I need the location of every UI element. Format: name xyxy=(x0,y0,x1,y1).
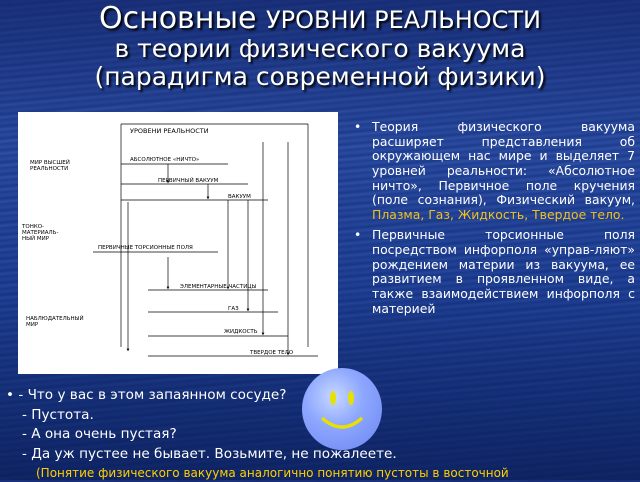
dialog-line-3: - А она очень пустая? xyxy=(22,426,177,443)
diagram-level-1: АБСОЛЮТНОЕ «НИЧТО» xyxy=(130,157,200,163)
bullet-item-1 xyxy=(352,120,635,222)
dialog-line-2: - Пустота. xyxy=(22,406,94,423)
title-line-3: (парадигма современной физики) xyxy=(94,61,546,91)
diagram-level-5: ЭЛЕМЕНТАРНЫЕ ЧАСТИЦЫ xyxy=(180,284,257,290)
diagram-lines xyxy=(18,112,338,374)
dialog-line-1: • - Что у вас в этом запаянном сосуде? xyxy=(6,387,287,403)
diagram-level-7: ЖИДКОСТЬ xyxy=(224,329,258,335)
diagram-header: УРОВЕНИ РЕАЛЬНОСТИ xyxy=(130,127,209,135)
diagram-left-label-3: НАБЛЮДАТЕЛЬНЫЙ МИР xyxy=(26,316,84,329)
title-line-2: в теории физического вакуума xyxy=(114,34,526,63)
diagram-level-2: ПЕРВИЧНЫЙ ВАКУУМ xyxy=(158,178,219,184)
title-word-levels: УРОВНИ РЕАЛЬНОСТИ xyxy=(266,6,542,34)
bullet-1-text: Теория физического вакуума расширяет представления об окружающем нас мире и выделяет 7 уровней реальности: «Абсолютное ничто», Первичное поле кручения (поле сознания), Физический вакуум, xyxy=(372,119,635,208)
dialog-note: (Понятие физического вакуума аналогично понятию пустоты в восточной xyxy=(36,465,509,480)
diagram-left-label-1: МИР ВЫСШЕЙ РЕАЛЬНОСТИ xyxy=(30,160,70,173)
reality-levels-diagram xyxy=(18,112,338,374)
bullet-1-highlight: Плазма, Газ, Жидкость, Твердое тело. xyxy=(372,206,625,222)
slide-title xyxy=(0,2,640,90)
diagram-left-label-2: ТОНКО-МАТЕРИАЛЬ-НЫЙ МИР xyxy=(22,224,59,243)
bullet-item-2 xyxy=(352,228,635,316)
diagram-level-8: ТВЕРДОЕ ТЕЛО xyxy=(250,350,294,356)
bullet-list xyxy=(352,120,635,322)
dialog-line-4: - Да уж пустее не бывает. Возьмите, не пожалеете. xyxy=(22,446,397,463)
dialog-block xyxy=(6,386,636,482)
title-word-main: Основные xyxy=(98,1,257,36)
bullet-2-text: Первичные торсионные поля посредством инфорполя «управ-ляют» рождением материи из вакуума, ее развитием в проявленном виде, а также взаимодействием инфорполя с материей xyxy=(372,227,635,316)
diagram-level-3: ВАКУУМ xyxy=(228,194,251,200)
diagram-level-6: ГАЗ xyxy=(228,306,239,312)
diagram-level-4: ПЕРВИЧНЫЕ ТОРСИОННЫЕ ПОЛЯ xyxy=(98,245,193,251)
